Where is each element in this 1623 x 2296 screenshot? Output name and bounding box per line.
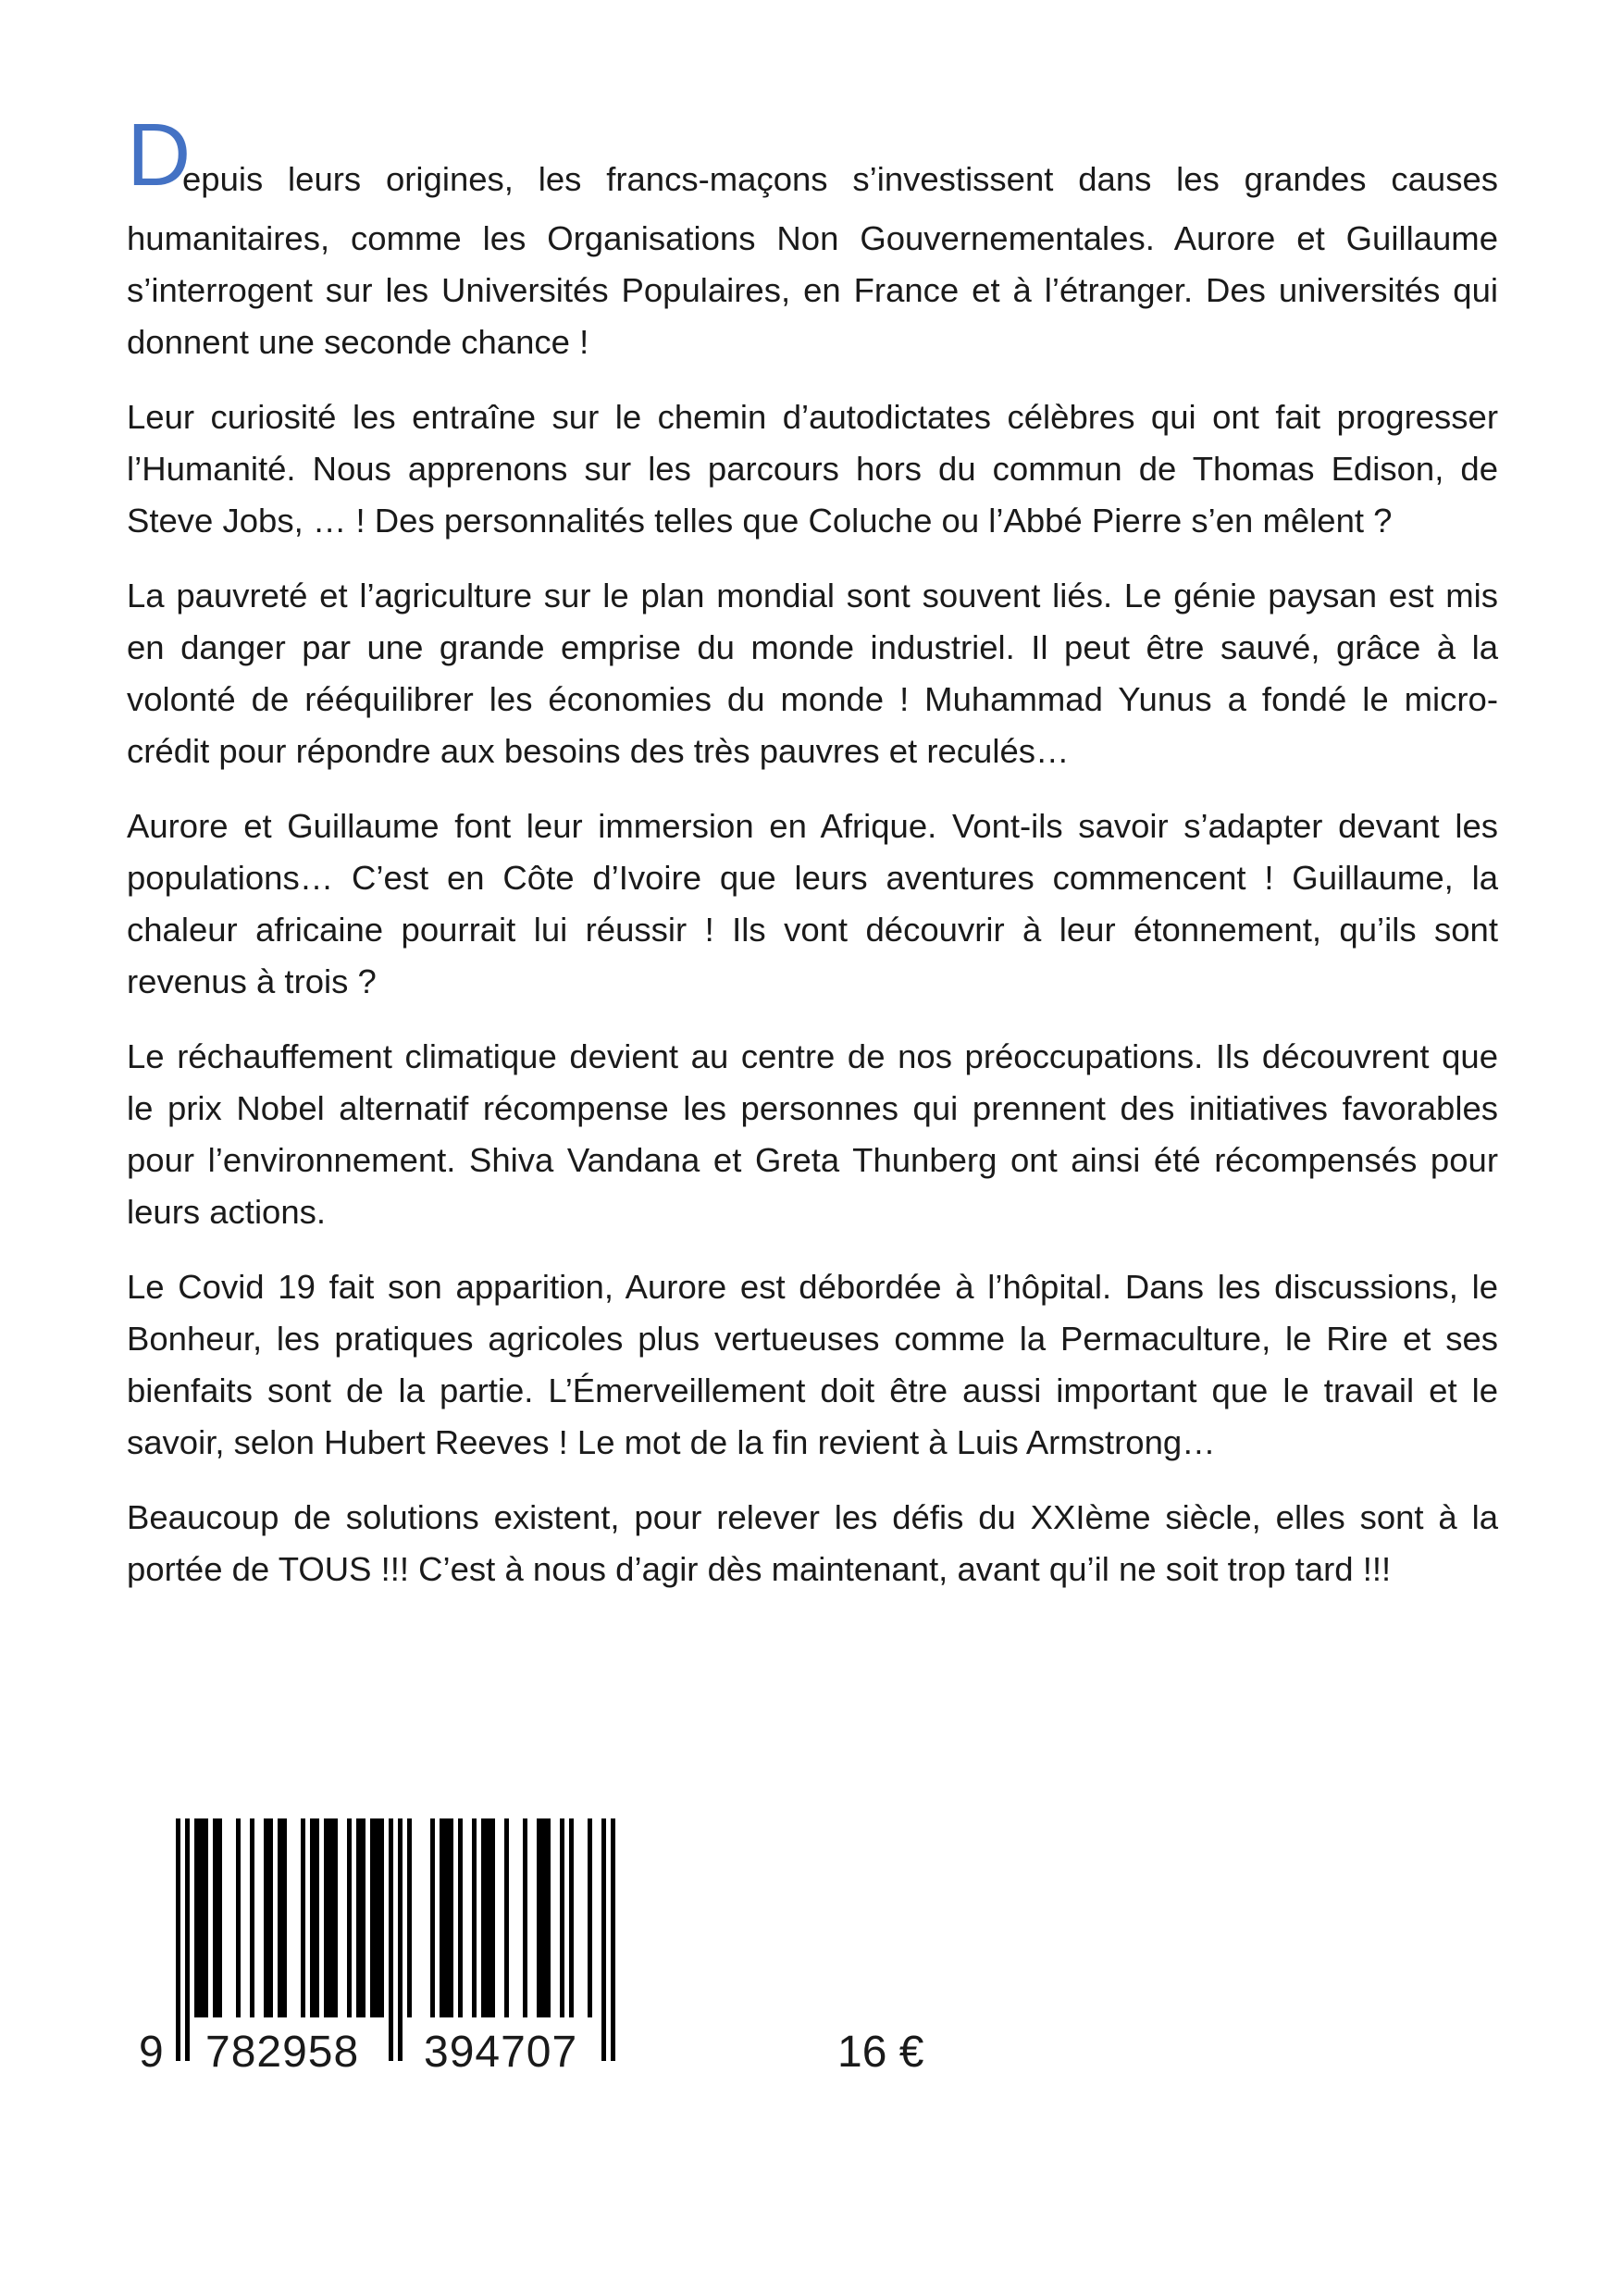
barcode-bar [301, 1818, 305, 2017]
barcode-guard-bar [176, 1818, 180, 2061]
barcode-guard-bar [389, 1818, 393, 2061]
barcode-bar [204, 1818, 208, 2017]
barcode-bar [407, 1818, 412, 2017]
barcode-bar [264, 1818, 268, 2017]
barcode-bar [449, 1818, 453, 2017]
barcode-bar [333, 1818, 338, 2017]
paragraph-2: Leur curiosité les entraîne sur le chemin d’autodictates célèbres qui ont fait progresser l’Humanité. Nous apprenons sur les parcours hors du commun de Thomas Edison, de Steve Jobs, … ! Des personnalités telles que Coluche ou l’Abbé Pierre s’en mêlent ? [127, 398, 1498, 540]
barcode-bar [541, 1818, 546, 2017]
barcode-bar [481, 1818, 486, 2017]
drop-cap: D [127, 105, 192, 205]
paragraph-1 [127, 105, 1498, 368]
barcode-bar [310, 1818, 315, 2017]
summary-text [127, 105, 1498, 1619]
barcode-bar [444, 1818, 449, 2017]
barcode-bar [523, 1818, 527, 2017]
barcode-bar [324, 1818, 328, 2017]
barcode-bar [379, 1818, 384, 2017]
barcode-bar [375, 1818, 379, 2017]
barcode-guard-bar [601, 1818, 606, 2061]
barcode-bar [213, 1818, 217, 2017]
barcode-bar [268, 1818, 273, 2017]
barcode-guard-bar [398, 1818, 403, 2061]
paragraph-5: Le réchauffement climatique devient au centre de nos préoccupations. Ils découvrent que le prix Nobel alternatif récompense les personnes qui prennent des initiatives favorables pour l’environnement. Shiva Vandana et Greta Thunberg ont ainsi été récompensés pour leurs actions. [127, 1037, 1498, 1231]
barcode-bar [504, 1818, 509, 2017]
isbn-digits-right: 394707 [424, 2028, 578, 2077]
paragraph-1-rest: humanitaires, comme les Organisations Non Gouvernementales. Aurore et Guillaume s’interrogent sur les Universités Populaires, en France et à l’étranger. Des universités qui donnent une seconde chance ! [127, 219, 1498, 361]
paragraph-4: Aurore et Guillaume font leur immersion en Afrique. Vont-ils savoir s’adapter devant les populations… C’est en Côte d’Ivoire que leurs aventures commencent ! Guillaume, la chaleur africaine pourrait lui réussir ! Ils vont découvrir à leur étonnement, qu’ils sont revenus à trois ? [127, 807, 1498, 1000]
barcode-bar [486, 1818, 490, 2017]
barcode-bar [537, 1818, 541, 2017]
barcode-bar [217, 1818, 222, 2017]
barcode-bar [199, 1818, 204, 2017]
barcode-bar [236, 1818, 241, 2017]
barcode-bar [356, 1818, 361, 2017]
barcode-bar [347, 1818, 352, 2017]
barcode-bar [472, 1818, 477, 2017]
barcode-bar [458, 1818, 463, 2017]
barcode-bar [315, 1818, 319, 2017]
price-label: 16 € [837, 2028, 924, 2077]
barcode-bar [490, 1818, 495, 2017]
barcode-bar [328, 1818, 333, 2017]
paragraph-3: La pauvreté et l’agriculture sur le plan mondial sont souvent liés. Le génie paysan est mis en danger par une grande emprise du monde industriel. Il peut être sauvé, grâce à la volonté de rééquilibrer les économies du monde ! Muhammad Yunus a fondé le micro-crédit pour répondre aux besoins des très pauvres et reculés… [127, 577, 1498, 770]
barcode-bar [278, 1818, 282, 2017]
isbn-lead-digit: 9 [139, 2028, 164, 2077]
barcode-bar [282, 1818, 287, 2017]
isbn-digits-left: 782958 [205, 2028, 360, 2077]
barcode-bar [430, 1818, 435, 2017]
first-line [127, 105, 1498, 213]
barcode-bar [440, 1818, 444, 2017]
barcode-bar [560, 1818, 564, 2017]
barcode-bar [250, 1818, 254, 2017]
paragraph-6: Le Covid 19 fait son apparition, Aurore est débordée à l’hôpital. Dans les discussions, le Bonheur, les pratiques agricoles plus vertueuses comme la Permaculture, le Rire et ses bienfaits sont de la partie. L’Émerveillement doit être aussi important que le travail et le savoir, selon Hubert Reeves ! Le mot de la fin revient à Luis Armstrong… [127, 1268, 1498, 1461]
barcode-guard-bar [185, 1818, 190, 2061]
barcode-bar [546, 1818, 551, 2017]
barcode-bar [370, 1818, 375, 2017]
barcode-guard-bar [611, 1818, 615, 2061]
barcode-bar [361, 1818, 365, 2017]
barcode-bar [569, 1818, 574, 2017]
barcode-bar [194, 1818, 199, 2017]
paragraph-7: Beaucoup de solutions existent, pour relever les défis du XXIème siècle, elles sont à la portée de TOUS !!! C’est à nous d’agir dès maintenant, avant qu’il ne soit trop tard !!! [127, 1498, 1498, 1588]
barcode-bar [588, 1818, 592, 2017]
first-line-text: epuis leurs origines, les francs-maçons s’investissent dans les grandes causes [182, 160, 1498, 198]
